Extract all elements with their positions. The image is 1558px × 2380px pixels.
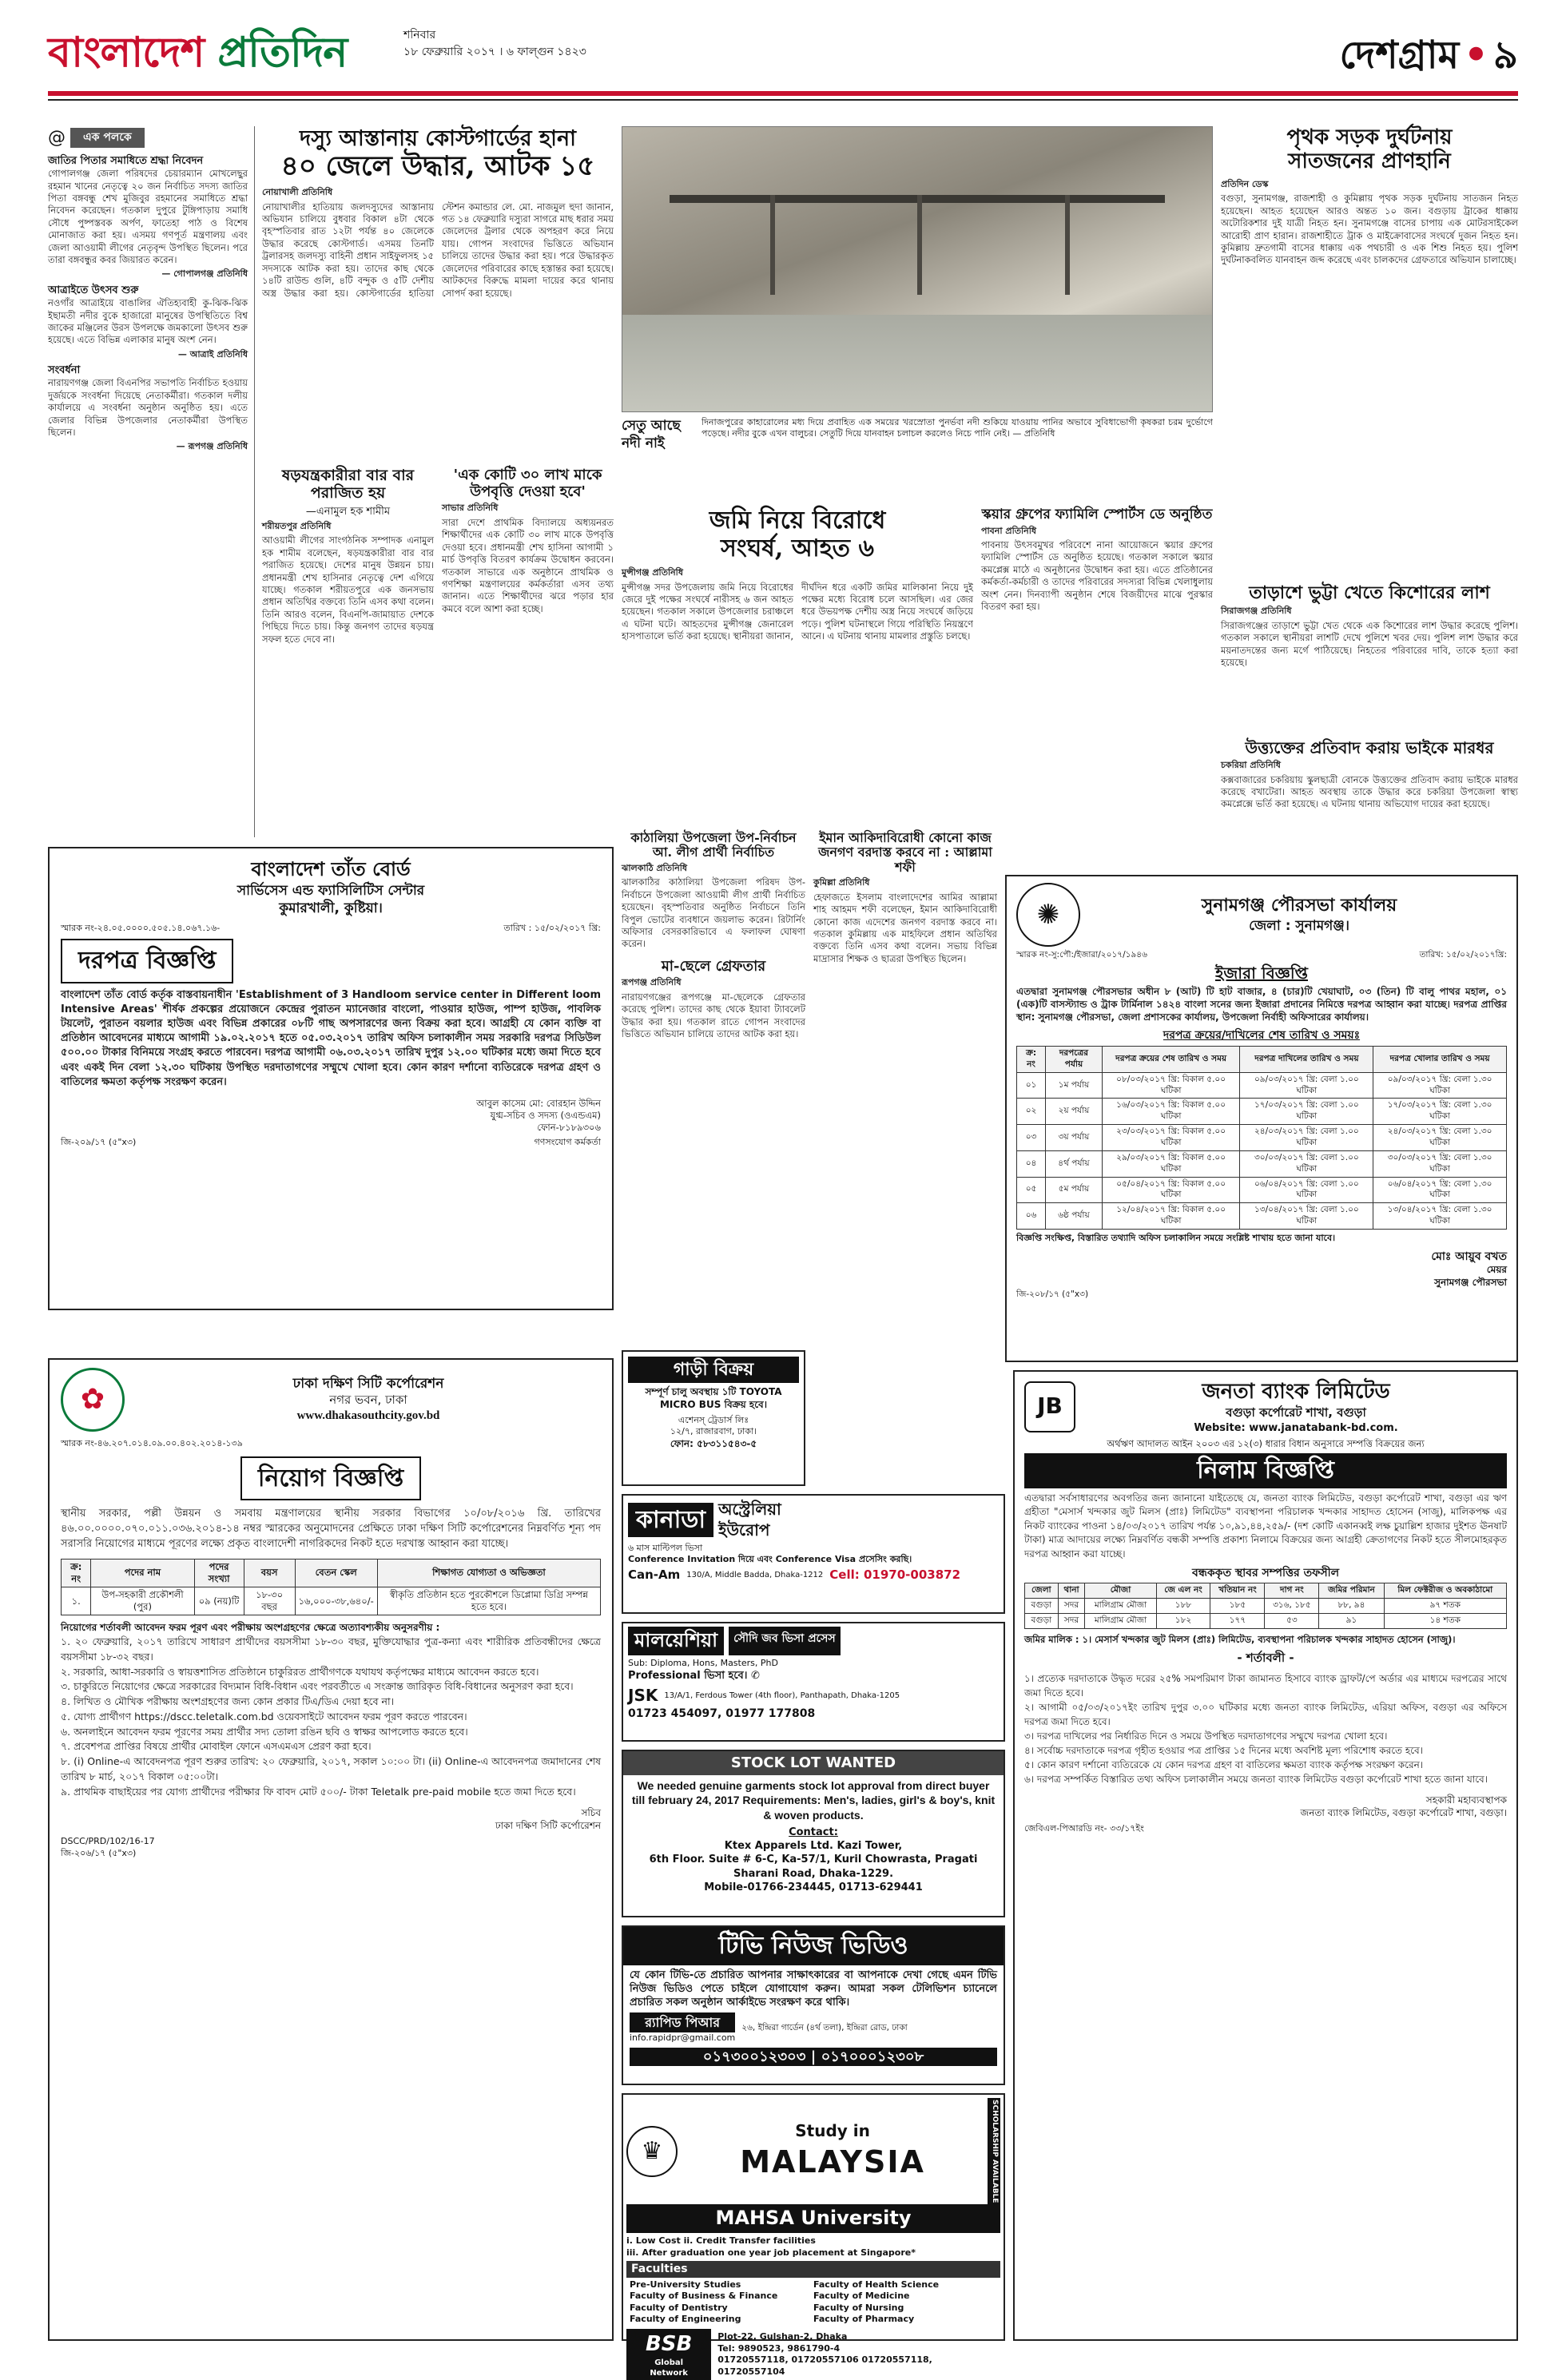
table-cell: ১৮-৩০ বছর <box>244 1587 295 1615</box>
brief-body-1: গোপালগঞ্জ জেলা পরিষদের চেয়ারম্যান মোখলেছুর রহমান খানের নেতৃত্বে ২০ জন নির্বাচিত সদস্য জাতির পিতা বঙ্গবন্ধু শেখ মুজিবুর রহমানের সমাধিতে শ্রদ্ধা নিবেদন করেছেন। গতকাল দুপুরে টুঙ্গিপাড়ায় সমাধি সৌধে পুষ্পস্তবক অর্পণ, ফাতেহা পাঠ ও বিশেষ মোনাজাত করা হয়। এসময় গণপূর্ত মন্ত্রণালয় এবং জেলা আওয়ামী লীগের নেতৃবৃন্দ উপস্থিত ছিলেন। পরে তারা বঙ্গবন্ধুর কবর জিয়ারত করেন। <box>48 168 248 266</box>
mahsa-faculties-title: Faculties <box>626 2261 1000 2277</box>
janata-signer-org: জনতা ব্যাংক লিমিটেড, বগুড়া কর্পোরেট শাখা, বগুড়া। <box>1300 1806 1507 1818</box>
rapid-pr-address: ২৬, ইন্দ্রিরা গার্ডেন (৪র্থ তলা), ইন্দ্রিরা রোড, ঢাকা <box>741 2022 908 2032</box>
dscc-condition: ৬. অনলাইনে আবেদন ফরম পূরণের সময় প্রার্থীর সদ্য তোলা রঙিন ছবি ও স্বাক্ষর আপলোড করতে হবে। <box>61 1725 468 1738</box>
dscc-website[interactable]: www.dhakasouthcity.gov.bd <box>296 1409 440 1423</box>
section-title <box>1340 30 1518 81</box>
date-label: ১৮ ফেব্রুয়ারি ২০১৭ । ৬ ফাল্গুন ১৪২৩ <box>403 46 586 58</box>
table-header: দরপত্র ক্রয়ের শেষ তারিখ ও সময় <box>1102 1046 1240 1072</box>
canada-visa-line: ৬ মাস মাল্টিপল ভিসা <box>628 1542 703 1553</box>
table-cell: ৫ম পর্যায় <box>1046 1177 1103 1203</box>
table-header: ক্র: নং <box>62 1559 91 1587</box>
tv-news-title: টিভি নিউজ ভিডিও <box>623 1927 1004 1965</box>
table-header: জেলা <box>1025 1583 1059 1599</box>
janata-subtitle: অর্থঋণ আদালত আইন ২০০৩ এর ১২(৩) ধারার বিধান অনুসারে সম্পত্তি বিক্রয়ের জন্য <box>1107 1438 1425 1450</box>
table-header: দরপত্র দাখিলের তারিখ ও সময় <box>1240 1046 1373 1072</box>
bsb-brand-sub: Global Network <box>650 2358 688 2378</box>
stock-contact-label: Contact: <box>789 1826 838 1839</box>
malaysia-sub: Sub: Diploma, Hons, Masters, PhD <box>628 1657 778 1668</box>
car-sale-body: সম্পূর্ণ চালু অবস্থায় ১টি TOYOTA MICRO BUS বিক্রয় হবে। <box>645 1386 782 1410</box>
table-cell: ৯৭ শতক <box>1384 1599 1506 1614</box>
sunamganj-signer-title: মেয়র <box>1486 1263 1507 1275</box>
story-tarash <box>1221 583 1518 735</box>
rapid-pr-brand: র‍্যাপিড পিআর <box>630 2012 735 2032</box>
table-cell: ১. <box>62 1587 91 1615</box>
janata-bank-name: জনতা ব্যাংক লিমিটেড <box>1202 1380 1390 1404</box>
dateline <box>403 27 586 61</box>
masthead-rule-thin <box>48 99 1518 101</box>
jsk-phone: 01723 454097, 01977 177808 <box>628 1707 816 1720</box>
bridge-pier <box>770 195 775 295</box>
story-stipend-body: সারা দেশে প্রাথমিক বিদ্যালয়ে অধ্যয়নরত শিক্ষার্থীদের এক কোটি ৩০ লাখ মাকে উপবৃত্তি দেওয়া হবে। প্রধানমন্ত্রী শেখ হাসিনা আগামী ১ মার্চ উপবৃত্তি বিতরণ কার্যক্রম উদ্বোধন করবেন। গতকাল সাভারে এক অনুষ্ঠানে প্রাথমিক ও গণশিক্ষা মন্ত্রণালয়ের কর্মকর্তারা এসব তথ্য জানান। এতে শিক্ষার্থীদের ঝরে পড়ার হার কমবে বলে আশা করা হচ্ছে। <box>442 516 614 614</box>
table-cell: ০৯/০৩/২০১৭ খ্রি: বেলা ১.০০ ঘটিকা <box>1240 1072 1373 1099</box>
rapid-pr-phones: ০১৭৩০০১২৩০৩ | ০১৭০০০১২৩০৮ <box>630 2048 997 2067</box>
sunamganj-schedule-table <box>1016 1046 1507 1230</box>
table-cell: মালিগ্রাম মৌজা <box>1085 1614 1156 1629</box>
story-road-accidents <box>1221 126 1518 578</box>
mahsa-scholarship-badge: SCHOLARSHIP AVAILABLE <box>988 2098 1000 2204</box>
janata-code: জেবিএল-পিআরডি নং- ৩৩/১৭ইং <box>1024 1822 1144 1834</box>
table-cell: ০৫/০৪/২০১৭ খ্রি: বিকাল ৫.০০ ঘটিকা <box>1102 1177 1240 1203</box>
tant-center: সার্ভিসেস এন্ড ফ্যাসিলিটিস সেন্টার <box>236 882 425 899</box>
story-land-headline-1[interactable]: জমি নিয়ে বিরোধে <box>709 507 886 534</box>
dscc-signer-org: ঢাকা দক্ষিণ সিটি কর্পোরেশন <box>495 1820 601 1832</box>
table-header: থানা <box>1058 1583 1085 1599</box>
table-cell: ৯১ <box>1319 1614 1384 1629</box>
story-arrest-body: নারায়ণগঞ্জের রূপগঞ্জে মা-ছেলেকে গ্রেফতার করেছে পুলিশ। তাদের কাছ থেকে ইয়াবা ট্যাবলেট উদ্ধার করা হয়। গতকাল রাতে গোপন সংবাদের ভিত্তিতে অভিযান চালিয়ে তাদের আটক করা হয়। <box>622 991 805 1040</box>
table-cell: সদর <box>1058 1614 1085 1629</box>
bsb-brand: BSB <box>645 2331 693 2356</box>
spiral-icon: @ <box>48 128 66 148</box>
table-cell: বগুড়া <box>1025 1614 1059 1629</box>
malaysia-note: Professional ভিসা হবে। ✆ <box>628 1670 760 1683</box>
column-rule <box>254 126 255 837</box>
table-row <box>62 1587 601 1615</box>
story-land-body: মুন্সীগঞ্জ সদর উপজেলায় জমি নিয়ে বিরোধের জেরে দুই পক্ষের সংঘর্ষে নারীসহ ৬ জন আহত হয়েছেন। গতকাল সকালে উপজেলার চরাঞ্চলে এ ঘটনা ঘটে। আহতদের মুন্সীগঞ্জ জেনারেল হাসপাতালে ভর্তি করা হয়েছে। স্থানীয়রা জানান, দীর্ঘদিন ধরে একটি জমির মালিকানা নিয়ে দুই পক্ষের মধ্যে বিরোধ চলে আসছিল। এর জের ধরে উভয়পক্ষ দেশীয় অস্ত্র নিয়ে সংঘর্ষে জড়িয়ে পড়ে। পুলিশ ঘটনাস্থলে গিয়ে পরিস্থিতি নিয়ন্ত্রণে আনে। এ ঘটনায় থানায় মামলার প্রস্তুতি চলছে। <box>622 581 973 642</box>
dscc-code-2: জি-২০৬/১৭ (৫"x৩) <box>61 1847 137 1858</box>
mahsa-faculty: Faculty of Pharmacy <box>813 2314 915 2325</box>
sunamganj-table-title: দরপত্র ক্রয়ের/দাখিলের শেষ তারিখ ও সময়ঃ <box>1163 1029 1361 1043</box>
story-road-headline-1[interactable]: পৃথক সড়ক দুর্ঘটনায় <box>1286 125 1453 149</box>
story-coastguard <box>262 126 614 462</box>
table-cell: ১৩/০৪/২০১৭ খ্রি: বেলা ১.৩০ ঘটিকা <box>1373 1203 1507 1230</box>
brief-body-2: নওগাঁর আত্রাইয়ে বাঙালির ঐতিহ্যবাহী কু-ঝিক-ঝিক ইছামতী নদীর বুকে হাজারো মানুষের উপস্থিতিতে বিশ্ব জাকের মঞ্জিলের উরস উপলক্ষে জমকালো উৎসব শুরু হয়েছে। এতে বিভিন্ন এলাকার মানুষ অংশ নেন। <box>48 297 248 346</box>
sunamganj-signer: মোঃ আয়ুব বখত <box>1431 1250 1507 1263</box>
photo-caption-title: সেতু আছে নদী নাই <box>622 418 681 452</box>
table-header: খতিয়ান নং <box>1210 1583 1265 1599</box>
table-cell: ০১ <box>1017 1072 1046 1099</box>
canada-label: কানাডা <box>628 1503 713 1538</box>
tant-phone: ফোন-৮১৮৯৩০৬ <box>537 1122 601 1134</box>
table-cell: ২৩/০৩/২০১৭ খ্রি: বিকাল ৫.০০ ঘটিকা <box>1102 1125 1240 1151</box>
stock-body: We needed genuine garments stock lot approval from direct buyer till february 24, 2017 Requirements: Men's, ladies, girl's & boy's, knit & woven products. <box>631 1778 996 1822</box>
tant-title: দরপত্র বিজ্ঞপ্তি <box>61 939 233 983</box>
mahsa-study-in: Study in <box>795 2121 870 2141</box>
dscc-conditions-title: নিয়োগের শর্তাবলী আবেদন ফরম পূরণ এবং পরীক্ষায় অংশগ্রহণের ক্ষেত্রে অত্যাবশ্যকীয় অনুসরণীয় : <box>61 1622 440 1634</box>
dscc-ref: স্মারক নং-৪৬.২০৭.০১৪.০৯.০০.৪০২.২০১৪-১৩৯ <box>61 1438 243 1448</box>
janata-branch: বগুড়া কর্পোরেট শাখা, বগুড়া <box>1226 1405 1366 1420</box>
bridge-pier <box>1065 195 1070 295</box>
janata-body: এতদ্বারা সর্বসাধারণের অবগতির জন্য জানানো যাইতেছে যে, জনতা ব্যাংক লিমিটেড, বগুড়া কর্পোরেট শাখা, বগুড়া এর ঋণ গ্রহীতা "মেসার্স খন্দকার জুট মিলস (প্রাঃ) লিমিটেড" ব্যবস্থাপনা পরিচালক খন্দকার সাহাদত হোসেন (সাজু), মালিকপক্ষ এর নিকট ব্যাংকের পাওনা ১৪/০৩/২০১৭ তারিখ পর্যন্ত ১০,৯১,৪৪,২৫৯/- (দশ কোটি একানব্বই লক্ষ চুয়াল্লিশ হাজার দুইশত ঊনষাট টাকা) মাত্র আদায়ের লক্ষ্যে নিম্নবর্ণিত বন্ধকী সম্পত্তি প্রকাশ্য নিলামে বিক্রয়ের জন্য আগ্রহী ক্রেতাগণের নিকট হতে সীলমোহরকৃত দরপত্র আহ্বান করা যাচ্ছে। <box>1024 1492 1507 1560</box>
table-cell: ১৩/০৪/২০১৭ খ্রি: বেলা ১.০০ ঘটিকা <box>1240 1203 1373 1230</box>
tant-date: তারিখ : ১৫/০২/২০১৭ খ্রি: <box>503 922 601 933</box>
mahsa-crest-icon: ♛ <box>626 2126 678 2177</box>
story-shafi-byline: কুমিল্লা প্রতিনিধি <box>813 877 870 888</box>
ad-canada-visa[interactable] <box>622 1494 1005 1614</box>
dscc-code-1: DSCC/PRD/102/16-17 <box>61 1836 155 1847</box>
janata-website[interactable]: Website: www.janatabank-bd.com. <box>1194 1422 1398 1435</box>
dscc-condition: ৫. যোগ্য প্রার্থীগণ https://dscc.teletalk.com.bd ওয়েবসাইটে আবেদন ফরম পূরণ করতে পারবেন। <box>61 1710 467 1722</box>
day-label: শনিবার <box>403 29 436 42</box>
janata-signer: সহকারী মহাব্যবস্থাপক <box>1425 1794 1507 1806</box>
sunamganj-date: তারিখ: ১৫/০২/২০১৭খ্রি: <box>1419 950 1507 960</box>
canada-conference-line: Conference Invitation দিয়ে এবং Conference Visa প্রসেসিং করছি। <box>628 1554 912 1565</box>
sunamganj-code: জি-২০৮/১৭ (৫"x৩) <box>1016 1289 1089 1299</box>
canam-address: 130/A, Middle Badda, Dhaka-1212 <box>686 1571 824 1580</box>
table-header: জমির পরিমান <box>1319 1583 1384 1599</box>
tant-body: বাংলাদেশ তাঁত বোর্ড কর্তৃক বাস্তবায়নাধীন 'Establishment of 3 Handloom service center in Different loom Intensive Areas' শীর্ষক প্রকল্পের প্রয়োজনে কেন্দ্রের পুরাতন ম্যানেজার বাংলো, পাওয়ার হাউজ, পাম্প হাউজ, পাবলিক টয়লেট, পুরাতন বয়লার হাউজ এবং বিভিন্ন প্রকারের ০৮টি গাছ অপসারণের জন্য বিক্রয় করা হবে। আগ্রহী যে কোন ব্যক্তি বা প্রতিষ্ঠান আবেদনের মাধ্যমে আগামী ১৯.০২.২০১৭ হতে ০৫.০৩.২০১৭ তারিখ অফিস চলাকালীন সময় সরকারি দরপত্র সিডিউল ৫০০.০০ টাকার বিনিময়ে সংগ্রহ করতে পারবেন। দরপত্র আগামী ০৬.০৩.২০১৭ তারিখ দুপুর ১২.০০ ঘটিকার মধ্যে জমা দিতে হবে এবং একই দিন বেলা ১২.৩০ ঘটিকায় উপস্থিত দরদাতাগণের সম্মুখে খোলা হবে। কোন কারণ দর্শানো ব্যতিরেকে দরপত্র গ্রহণ ও বাতিলের ক্ষমতা কর্তৃপক্ষ সংরক্ষণ করেন। <box>61 988 601 1088</box>
photo-caption: দিনাজপুরের কাহারোলের মধ্য দিয়ে প্রবাহিত এক সময়ের খরস্রোতা পুনর্ভবা নদী শুকিয়ে যাওয়ায় পানির অভাবে সুবিধাভোগী কৃষকরা চরম দুর্ভোগে পড়েছে। নদীর বুকে এখন বালুচর। সেতুটি দিয়ে যানবাহন চলাচল করলেও নিচে পানি নেই। — প্রতিনিধি <box>701 417 1213 439</box>
table-cell: ০৪ <box>1017 1150 1046 1177</box>
table-header: শিক্ষাগত যোগ্যতা ও অভিজ্ঞতা <box>377 1559 600 1587</box>
bullet-icon: • <box>1464 33 1488 77</box>
ad-car-sale[interactable] <box>622 1350 805 1486</box>
table-cell: উপ-সহকারী প্রকৌশলী (পুর) <box>91 1587 194 1615</box>
table-cell: মালিগ্রাম মৌজা <box>1085 1599 1156 1614</box>
janata-title: নিলাম বিজ্ঞপ্তি <box>1024 1453 1507 1488</box>
tant-org: বাংলাদেশ তাঁত বোর্ড <box>251 857 411 880</box>
brief-byline-2: — আত্রাই প্রতিনিধি <box>177 348 248 360</box>
table-header: বেতন স্কেল <box>295 1559 377 1587</box>
story-tarash-byline: সিরাজগঞ্জ প্রতিনিধি <box>1221 606 1292 617</box>
brief-byline-1: — গোপালগঞ্জ প্রতিনিধি <box>161 268 248 280</box>
story-square-headline[interactable]: স্কয়ার গ্রুপের ফ্যামিলি স্পোর্টস ডে অনুষ্ঠিত <box>981 507 1213 522</box>
tv-news-body: যে কোন টিভি-তে প্রচারিত আপনার সাক্ষাৎকারের বা আপনাকে দেখা গেছে এমন টিভি নিউজ ভিডিও পেতে চাইলে যোগাযোগ করুন। আমরা সকল টেলিভিশন চ্যানেলে প্রচারিত সকল অনুষ্ঠান আর্কাইভে সংরক্ষণ করে থাকি। <box>630 1969 997 2008</box>
mahsa-uni-name: MAHSA University <box>626 2204 1000 2233</box>
story-coastguard-byline: নোয়াখালী প্রতিনিধি <box>262 187 333 198</box>
tant-signer-title: যুগ্ম-সচিব ও সদস্য (ওএন্ডএম) <box>490 1110 601 1122</box>
table-cell: ৩য় পর্যায় <box>1046 1125 1103 1151</box>
table-header: ক্র: নং <box>1017 1046 1046 1072</box>
tant-ref: স্মারক নং-২৪.০৫.০০০০.৫০৫.১৪.০৬৭.১৬- <box>61 922 221 933</box>
section-label: দেশগ্রাম <box>1339 33 1460 77</box>
ad-stock-lot[interactable] <box>622 1750 1005 1917</box>
table-cell: ১৪ শতক <box>1384 1614 1506 1629</box>
table-row <box>1017 1203 1507 1230</box>
canam-cell: Cell: 01970-003872 <box>829 1567 961 1582</box>
table-cell: ১৭৭ <box>1210 1614 1265 1629</box>
dscc-post-table <box>61 1559 601 1616</box>
story-coastguard-headline-1[interactable]: দস্যু আস্তানায় কোস্টগার্ডের হানা <box>300 126 576 151</box>
sunamganj-note: বিজ্ঞপ্তি সংক্ষিপ্ত, বিস্তারিত তথ্যাদি অফিস চলাকালিন সময়ে সংশ্লিষ্ট শাখায় হতে জানা যাবে। <box>1016 1232 1336 1243</box>
mahsa-faculty: Faculty of Medicine <box>813 2291 910 2302</box>
table-cell: ১২/০৪/২০১৭ খ্রি: বিকাল ৫.০০ ঘটিকা <box>1102 1203 1240 1230</box>
table-cell: ৩০/০৩/২০১৭ খ্রি: বেলা ১.০০ ঘটিকা <box>1240 1150 1373 1177</box>
table-cell: ১৮৫ <box>1210 1599 1265 1614</box>
table-row <box>1025 1599 1507 1614</box>
story-shafi <box>813 831 997 1342</box>
story-chakaria <box>1221 739 1518 867</box>
dscc-logo-icon: ✿ <box>61 1368 125 1432</box>
table-header: পদের নাম <box>91 1559 194 1587</box>
mahsa-faculty: Faculty of Business & Finance <box>630 2291 778 2302</box>
table-cell: ২য় পর্যায় <box>1046 1099 1103 1125</box>
table-cell: ১৬,০০০-৩৮,৬৪০/- <box>295 1587 377 1615</box>
mahsa-point-2: iii. After graduation one year job placement at Singapore* <box>626 2247 916 2258</box>
brief-title-1[interactable]: জাতির পিতার সমাধিতে শ্রদ্ধা নিবেদন <box>48 155 204 168</box>
janata-terms-title: - শর্তাবলী - <box>1237 1651 1294 1666</box>
janata-term: ৬। দরপত্র সম্পর্কিত বিস্তারিত তথ্য অফিস চলাকালীন সময়ে জনতা ব্যাংক লিমিটেড বগুড়া কর্পোরেট শাখা হতে জানা যাবে। <box>1024 1774 1488 1785</box>
janata-terms-list <box>1024 1671 1507 1786</box>
table-cell: ০৬ <box>1017 1203 1046 1230</box>
jsk-brand: JSK <box>628 1686 658 1706</box>
ad-janata-bank-auction[interactable] <box>1013 1370 1518 2341</box>
tant-signer: আবুল কাসেম মো: বোরহান উদ্দিন <box>476 1097 601 1109</box>
table-header: দাগ নং <box>1265 1583 1319 1599</box>
bsb-tel: Tel: 9890523, 9861790-4 <box>717 2342 841 2354</box>
table-row <box>1025 1614 1507 1629</box>
dscc-signer: সচিব <box>581 1807 601 1819</box>
sunamganj-org: সুনামগঞ্জ পৌরসভা কার্যালয় <box>1201 896 1397 916</box>
logo-accent: প্রতিদিন <box>217 28 348 77</box>
ek-nojor-column <box>48 126 248 837</box>
table-cell: ৪র্থ পর্যায় <box>1046 1150 1103 1177</box>
sunamganj-ref: স্মারক নং-সু:পৌ:/ইজারা/২০১৭/১৯৪৬ <box>1016 950 1147 960</box>
sunamganj-body: এতদ্বারা সুনামগঞ্জ পৌরসভার অধীন ৮ (আট) টি হাট বাজার, ৪ (চার)টি খেয়াঘাট, ০৩ (তিন) টি বালু পাথর মহাল, ০১ (এক)টি বাসস্ট্যান্ড ও ট্রাক টার্মিনাল ১৪২৪ বাংলা সনের জন্য ইজারা প্রদানের নিমিত্তে দরপত্র আহ্বান করা যাচ্ছে। দরপত্র প্রাপ্তির স্থান: সুনামগঞ্জ পৌরসভা, জেলা প্রশাসকের কার্যালয়, উপজেলা নির্বাহী অফিসারের কার্যালয়। <box>1016 986 1507 1023</box>
table-cell: স্বীকৃতি প্রতিষ্ঠান হতে পুরকৌশলে ডিপ্লোমা ডিগ্রি সম্পন্ন হতে হবে। <box>377 1587 600 1615</box>
mahsa-country: MALAYSIA <box>740 2144 925 2179</box>
janata-property-table <box>1024 1583 1507 1629</box>
brief-title-2[interactable]: আত্রাইতে উৎসব শুরু <box>48 284 139 296</box>
story-coastguard-body: নোয়াখালীর হাতিয়ায় জলদস্যুদের আস্তানায় অভিযান চালিয়ে বুধবার বিকাল ৪টা থেকে বৃহস্পতিবার রাত ১২টা পর্যন্ত ৪০ জেলেকে উদ্ধার করেছে কোস্টগার্ড। এসময় তিনটি ট্রলারসহ জলদস্যু বাহিনী প্রধান সাইফুলসহ ১৫ সদস্যকে আটক করা হয়। তাদের কাছ থেকে ১৪টি রাউন্ড গুলি, ৪টি বন্দুক ও ৫টি দেশীয় অস্ত্র উদ্ধার করা হয়। কোস্টগার্ডের হাতিয়া স্টেশন কমান্ডার লে. মো. নাজমুল হুদা জানান, গত ১৪ ফেব্রুয়ারি দস্যুরা সাগরে মাছ ধরার সময় জেলেদের ট্রলার থেকে অপহরণ করে নিয়ে যায়। গোপন সংবাদের ভিত্তিতে অভিযান চালিয়ে তাদের উদ্ধার করা হয়। পরে উদ্ধারকৃত জেলেদের পরিবারের কাছে হস্তান্তর করা হয়েছে। আটকদের বিরুদ্ধে মামলা দায়ের করে থানায় সোপর্দ করা হয়েছে। <box>262 201 614 299</box>
canam-brand: Can-Am <box>628 1567 681 1582</box>
table-cell: ৫৩ <box>1265 1614 1319 1629</box>
story-kathalia <box>622 831 805 1342</box>
logo-main: বাংলাদেশ <box>48 28 218 77</box>
car-sale-company: এশেনস্ ট্রেডার্স লিঃ <box>678 1414 749 1425</box>
table-header: মৌজা <box>1085 1583 1156 1599</box>
brief-byline-3: — রূপগঞ্জ প্রতিনিধি <box>176 441 248 452</box>
table-cell: ০৯/০৩/২০১৭ খ্রি: বেলা ১.৩০ ঘটিকা <box>1373 1072 1507 1099</box>
story-shafi-headline[interactable]: ইমান আকিদাবিরোধী কোনো কাজ জনগণ বরদাস্ত করবে না : আল্লামা শফী <box>818 830 992 875</box>
table-cell: ৩০/০৩/২০১৭ খ্রি: বেলা ১.৩০ ঘটিকা <box>1373 1150 1507 1177</box>
dscc-condition: ২. সরকারি, আধা-সরকারি ও স্বায়ত্তশাসিত প্রতিষ্ঠানে চাকুরিরত প্রার্থীগণকে যথাযথ কর্তৃপক্ষের মাধ্যমে আবেদন করতে হবে। <box>61 1665 539 1678</box>
brief-body-3: নারায়ণগঞ্জ জেলা বিএনপির সভাপতি নির্বাচিত হওয়ায় দুর্জয়কে সংবর্ধনা দিয়েছে নেতাকর্মীরা। গতকাল দলীয় কার্যালয়ে এ সংবর্ধনা অনুষ্ঠান অনুষ্ঠিত হয়। এতে জেলার বিভিন্ন উপজেলার নেতাকর্মীরা উপস্থিত ছিলেন। <box>48 377 248 439</box>
table-cell: ৮৮, ৯৪ <box>1319 1599 1384 1614</box>
table-row <box>1017 1177 1507 1203</box>
table-row <box>1017 1072 1507 1099</box>
car-sale-title: গাড়ী বিক্রয় <box>628 1357 799 1383</box>
table-header: পদের সংখ্যা <box>194 1559 244 1587</box>
table-cell: ২৪/০৩/২০১৭ খ্রি: বেলা ১.৩০ ঘটিকা <box>1373 1125 1507 1151</box>
sunamganj-title: ইজারা বিজ্ঞপ্তি <box>1214 963 1308 983</box>
dscc-intro: স্থানীয় সরকার, পল্লী উন্নয়ন ও সমবায় মন্ত্রণালয়ের স্থানীয় সরকার বিভাগের ১০/০৮/২০১৬ খ্রি. তারিখের ৪৬.০০.০০০০.০৭০.০১১.০৩৬.২০১৪-১৪ নম্বর স্মারকের অনুমোদনের প্রেক্ষিতে ঢাকা দক্ষিণ সিটি কর্পোরেশনের নিম্নবর্ণিত শূন্য পদ সরাসরি নিয়োগের মাধ্যমে পূরণের লক্ষ্যে প্রকৃত বাংলাদেশী নাগরিকদের নিকট হতে দরখাস্ত আহ্বান করা যাচ্ছে। <box>61 1508 601 1550</box>
bsb-address: Plot-22, Gulshan-2, Dhaka <box>717 2331 848 2342</box>
janata-term: ৫। কোন কারণ দর্শানো ব্যতিরেকে যে কোন দরপত্র গ্রহণ বা বাতিলের ক্ষমতা ব্যাংক কর্তৃপক্ষ সংরক্ষণ করেন। <box>1024 1759 1424 1770</box>
dscc-condition: ৮. (i) Online-এ আবেদনপত্র পূরণ শুরুর তারিখ: ২০ ফেব্রুয়ারি, ২০১৭, সকাল ১০:০০ টা। (ii) Online-এ আবেদনপত্র জমাদানের শেষ তারিখ ৮ মার্চ, ২০১৭ বিকাল ০৫:০০টা। <box>61 1755 601 1782</box>
story-square-byline: পাবনা প্রতিনিধি <box>981 525 1037 536</box>
photo-block <box>622 126 1213 502</box>
page-number: ৯ <box>1492 33 1518 77</box>
janata-bank-logo-icon: JB <box>1024 1381 1075 1432</box>
ad-dscc-recruitment[interactable] <box>48 1358 614 2341</box>
janata-term: ৩। দরপত্র দাখিলের পর নির্ধারিত দিনে ও সময়ে উপস্থিত দরদাতাগণের সম্মুখে দরপত্র খোলা হবে। <box>1024 1730 1388 1742</box>
dscc-title: নিয়োগ বিজ্ঞপ্তি <box>240 1456 421 1501</box>
sunamganj-district: জেলা : সুনামগঞ্জ। <box>1249 918 1349 935</box>
dscc-condition: ১. ২০ ফেব্রুয়ারি, ২০১৭ তারিখে সাধারণ প্রার্থীদের বয়সসীমা ১৮-৩০ বছর, মুক্তিযোদ্ধার পুত্র-কন্যা এবং শারীরিক প্রতিবন্ধীদের ক্ষেত্রে বয়সসীমা ১৮-৩২ বছর। <box>61 1635 601 1663</box>
riverbed <box>622 315 1212 411</box>
story-shafi-body: হেফাজতে ইসলাম বাংলাদেশের আমির আল্লামা শাহ আহমদ শফী বলেছেন, ইমান আকিদাবিরোধী কোনো কাজ এদেশের জনগণ বরদাস্ত করবে না। গতকাল কুমিল্লায় এক মাহফিলে প্রধান অতিথির বক্তব্যে তিনি এসব কথা বলেন। সভায় বিভিন্ন মাদ্রাসার শিক্ষক ও ছাত্ররা উপস্থিত ছিলেন। <box>813 891 997 964</box>
table-cell: বগুড়া <box>1025 1599 1059 1614</box>
dscc-building: নগর ভবন, ঢাকা <box>329 1393 407 1408</box>
stock-address: 6th Floor. Suite # 6-C, Ka-57/1, Kuril Chowrasta, Pragati Sharani Road, Dhaka-1229. <box>649 1854 978 1880</box>
table-cell: ২৪/০৩/২০১৭ খ্রি: বেলা ১.০০ ঘটিকা <box>1240 1125 1373 1151</box>
mahsa-faculty: Faculty of Health Science <box>813 2279 940 2290</box>
masthead-rule <box>48 91 1518 96</box>
story-land-dispute <box>622 507 973 827</box>
story-road-body: বগুড়া, সুনামগঞ্জ, রাজশাহী ও কুমিল্লায় পৃথক সড়ক দুর্ঘটনায় সাতজন নিহত হয়েছেন। আহত হয়েছেন আরও অন্তত ১০ জন। বগুড়ায় ট্রাকের ধাক্কায় অটোরিকশার দুই যাত্রী নিহত হন। সুনামগঞ্জে বাসের চাপায় এক মোটরসাইকেল আরোহী প্রাণ হারান। রাজশাহীতে ট্রাক ও মাইক্রোবাসের সংঘর্ষে দুজন নিহত হন। কুমিল্লায় দ্রুতগামী বাসের ধাক্কায় এক পথচারী ও এক শিশু নিহত হয়। পুলিশ দুর্ঘটনাকবলিত যানবাহন জব্দ করেছে এবং চালকদের গ্রেফতারে অভিযান চালাচ্ছে। <box>1221 193 1518 266</box>
janata-term: ২। আগামী ০৫/০৩/২০১৭ইং তারিখ দুপুর ৩.০০ ঘটিকার মধ্যে জনতা ব্যাংক লিমিটেড, এরিয়া অফিস, বগুড়া এর অফিসে দরপত্র জমা দিতে হবে। <box>1024 1702 1507 1727</box>
story-shamim-headline[interactable]: ষড়যন্ত্রকারীরা বার বার পরাজিত হয় <box>281 467 415 502</box>
river-bridge-photo[interactable] <box>622 126 1213 412</box>
dscc-conditions-list <box>61 1635 601 1799</box>
table-cell: ০৫ <box>1017 1177 1046 1203</box>
saudi-job-visa: সৌদি জব ভিসা প্রসেস <box>729 1627 841 1655</box>
ad-mahsa-university[interactable] <box>622 2093 1005 2378</box>
paurashava-seal-icon: ✺ <box>1016 883 1080 947</box>
ad-tant-board[interactable] <box>48 847 614 1310</box>
story-shamim-sub: —এনামুল হক শামীম <box>305 505 391 518</box>
story-square-body: পাবনায় উৎসবমুখর পরিবেশে নানা আয়োজনে স্কয়ার গ্রুপের ফ্যামিলি স্পোর্টস ডে অনুষ্ঠিত হয়েছে। গতকাল সকালে স্কয়ার কমপ্লেক্স মাঠে এ অনুষ্ঠানের উদ্বোধন করা হয়। এতে প্রতিষ্ঠানের কর্মকর্তা-কর্মচারী ও তাদের পরিবারের সদস্যরা বিভিন্ন খেলাধুলায় অংশ নেন। দিনব্যাপী অনুষ্ঠান শেষে বিজয়ীদের মাঝে পুরস্কার বিতরণ করা হয়। <box>981 539 1213 613</box>
story-tarash-body: সিরাজগঞ্জের তাড়াশে ভুট্টা খেত থেকে এক কিশোরের লাশ উদ্ধার করেছে পুলিশ। গতকাল সকালে স্থানীয়রা লাশটি দেখে পুলিশে খবর দেয়। পুলিশ লাশ উদ্ধার করে ময়নাতদন্তের জন্য মর্গে পাঠিয়েছে। নিহতের পরিবারের দাবি, তাকে হত্যা করা হয়েছে। <box>1221 619 1518 669</box>
dscc-condition: ৭. প্রবেশপত্র প্রাপ্তির বিষয়ে প্রার্থীর মোবাইল ফোনে এসএমএস প্রেরণ করা হবে। <box>61 1740 372 1753</box>
stock-mobile: Mobile-01766-234445, 01713-629441 <box>704 1881 923 1893</box>
dscc-org: ঢাকা দক্ষিণ সিটি কর্পোরেশন <box>292 1375 444 1392</box>
story-arrest-byline: রূপগঞ্জ প্রতিনিধি <box>622 977 682 988</box>
tant-pr-office: গণসংযোগ কর্মকর্তা <box>534 1137 601 1148</box>
story-chakaria-byline: চকরিয়া প্রতিনিধি <box>1221 760 1281 770</box>
story-tarash-headline[interactable]: তাড়াশে ভুট্টা খেতে কিশোরের লাশ <box>1249 582 1490 603</box>
story-arrest-headline[interactable]: মা-ছেলে গ্রেফতার <box>661 957 766 975</box>
story-stipend <box>442 467 614 839</box>
story-land-headline-2[interactable]: সংঘর্ষ, আহত ৬ <box>721 534 874 562</box>
dscc-condition: ৩. চাকুরিতে নিয়োগের ক্ষেত্রে সরকারের বিদ্যমান বিধি-বিধান এবং পরবর্তীতে এ সংক্রান্ত জারিকৃত বিধি-বিধানের অনুসরণ করা হবে। <box>61 1680 574 1693</box>
story-shamim-byline: শরীয়তপুর প্রতিনিধি <box>262 520 332 531</box>
story-kathalia-byline: ঝালকাঠি প্রতিনিধি <box>622 862 688 873</box>
table-cell: সদর <box>1058 1599 1085 1614</box>
table-header: জে এল নং <box>1156 1583 1210 1599</box>
table-cell: ০৬/০৪/২০১৭ খ্রি: বেলা ১.৩০ ঘটিকা <box>1373 1177 1507 1203</box>
story-land-byline: মুন্সীগঞ্জ প্রতিনিধি <box>622 567 683 578</box>
jsk-address: 13/A/1, Ferdous Tower (4th floor), Panthapath, Dhaka-1205 <box>664 1691 900 1700</box>
table-header: বয়স <box>244 1559 295 1587</box>
story-road-headline-2[interactable]: সাতজনের প্রাণহানি <box>1288 149 1451 173</box>
sunamganj-signer-org: সুনামগঞ্জ পৌরসভা <box>1434 1276 1507 1288</box>
table-row <box>1017 1099 1507 1125</box>
ad-malaysia[interactable] <box>622 1622 1005 1742</box>
dscc-condition: ৯. প্রাথমিক বাছাইয়ের পর যোগ্য প্রার্থীদের পরীক্ষার ফি বাবদ মোট ৫০০/- টাকা Teletalk pre-paid mobile হতে জমা দিতে হবে। <box>61 1785 576 1798</box>
mahsa-faculty: Faculty of Nursing <box>813 2302 904 2313</box>
story-stipend-byline: সাভার প্রতিনিধি <box>442 503 499 514</box>
car-sale-phone: ফোন: ৫৮৩১১৫৪৩-৫ <box>670 1437 757 1449</box>
car-sale-address: ১২/৭, রাজারবাগ, ঢাকা। <box>670 1426 757 1437</box>
table-cell: ০৮/০৩/২০১৭ খ্রি: বিকাল ৫.০০ ঘটিকা <box>1102 1072 1240 1099</box>
table-cell: ০২ <box>1017 1099 1046 1125</box>
brief-title-3[interactable]: সংবর্ধনা <box>48 364 81 377</box>
stock-header: STOCK LOT WANTED <box>623 1751 1004 1775</box>
story-square <box>981 507 1213 827</box>
ek-nojor-tag: এক পলকে <box>70 128 145 147</box>
table-header: মিল ফেক্টরীজ ও অবকাঠামো <box>1384 1583 1506 1599</box>
europe-label: ইউরোপ <box>718 1520 770 1540</box>
table-row <box>1017 1150 1507 1177</box>
table-row <box>1017 1125 1507 1151</box>
table-header: দরপত্রের পর্যায় <box>1046 1046 1103 1072</box>
story-chakaria-headline[interactable]: উত্ত্যক্তের প্রতিবাদ করায় ভাইকে মারধর <box>1245 738 1494 757</box>
bsb-mobiles: 01720557118, 01720557106 01720557118, 01720557104 <box>717 2354 932 2377</box>
stock-company: Ktex Apparels Ltd. Kazi Tower, <box>724 1840 903 1853</box>
masthead <box>48 11 1518 115</box>
mahsa-faculty: Faculty of Dentistry <box>630 2302 728 2313</box>
newspaper-logo[interactable] <box>48 26 347 81</box>
tant-place: কুমারখালী, কুষ্টিয়া। <box>279 900 383 917</box>
table-cell: ১৭/০৩/২০১৭ খ্রি: বেলা ১.৩০ ঘটিকা <box>1373 1099 1507 1125</box>
table-cell: ০৩ <box>1017 1125 1046 1151</box>
ad-sunamganj-paurashava[interactable] <box>1005 875 1518 1362</box>
bridge-pier <box>917 195 922 295</box>
malaysia-label: মালয়েশিয়া <box>628 1627 724 1655</box>
table-cell: ৩১৬, ১৮৫ <box>1265 1599 1319 1614</box>
story-road-byline: প্রতিদিন ডেস্ক <box>1221 178 1269 189</box>
table-cell: ০৬/০৪/২০১৭ খ্রি: বেলা ১.০০ ঘটিকা <box>1240 1177 1373 1203</box>
ad-tv-news-video[interactable] <box>622 1925 1005 2085</box>
mahsa-faculty: Faculty of Engineering <box>630 2314 741 2325</box>
rapid-pr-email[interactable]: info.rapidpr@gmail.com <box>630 2032 736 2044</box>
table-cell: ১৮৮ <box>1156 1599 1210 1614</box>
story-coastguard-headline-2[interactable]: ৪০ জেলে উদ্ধার, আটক ১৫ <box>280 150 595 183</box>
table-cell: ১৮২ <box>1156 1614 1210 1629</box>
story-kathalia-body: ঝালকাঠির কাঠালিয়া উপজেলা পরিষদ উপ-নির্বাচনে উপজেলা আওয়ামী লীগ প্রার্থী নির্বাচিত হয়েছেন। বৃহস্পতিবার অনুষ্ঠিত নির্বাচনে তিনি বিপুল ভোটের ব্যবধানে জয়লাভ করেন। রিটার্নিং অফিসার বেসরকারিভাবে এ ফলাফল ঘোষণা করেন। <box>622 876 805 950</box>
australia-label: অস্ট্রেলিয়া <box>718 1500 781 1519</box>
story-shamim-body: আওয়ামী লীগের সাংগঠনিক সম্পাদক এনামুল হক শামীম বলেছেন, ষড়যন্ত্রকারীরা বার বার পরাজিত হয়েছে। দেশের মানুষ উন্নয়ন চায়। প্রধানমন্ত্রী শেখ হাসিনার নেতৃত্বে দেশ এগিয়ে যাচ্ছে। গতকাল শরীয়তপুরে এক জনসভায় প্রধান অতিথির বক্তব্যে তিনি এসব কথা বলেন। তিনি আরও বলেন, বিএনপি-জামায়াত দেশকে পিছিয়ে দিতে চায়। কিন্তু জনগণ তাদের ষড়যন্ত্র সফল হতে দেবে না। <box>262 534 434 645</box>
table-cell: ০৯ (নয়)টি <box>194 1587 244 1615</box>
dscc-condition: ৪. লিখিত ও মৌখিক পরীক্ষায় অংশগ্রহণের জন্য কোন প্রকার টিএ/ডিএ দেয়া হবে না। <box>61 1695 395 1708</box>
story-stipend-headline[interactable]: 'এক কোটি ৩০ লাখ মাকে উপবৃত্তি দেওয়া হবে' <box>453 467 602 500</box>
table-header: দরপত্র খোলার তারিখ ও সময় <box>1373 1046 1507 1072</box>
tant-code: জি-২০৯/১৭ (৫"x৩) <box>61 1137 137 1148</box>
janata-term: ৪। সর্বোচ্চ দরদাতাকে দরপত্র গৃহীত হওয়ার পত্র প্রাপ্তির ১৫ দিনের মধ্যে অবশিষ্ট মূল্য পরিশোধ করতে হবে। <box>1024 1745 1423 1756</box>
table-cell: ১ম পর্যায় <box>1046 1072 1103 1099</box>
table-cell: ১৬/০৩/২০১৭ খ্রি: বিকাল ৫.০০ ঘটিকা <box>1102 1099 1240 1125</box>
table-cell: ৬ষ্ঠ পর্যায় <box>1046 1203 1103 1230</box>
story-kathalia-headline[interactable]: কাঠালিয়া উপজেলা উপ-নির্বাচন আ. লীগ প্রার্থী নির্বাচিত <box>630 830 797 860</box>
table-cell: ১৭/০৩/২০১৭ খ্রি: বেলা ১.০০ ঘটিকা <box>1240 1099 1373 1125</box>
story-chakaria-body: কক্সবাজারের চকরিয়ায় স্কুলছাত্রী বোনকে উত্ত্যক্তের প্রতিবাদ করায় ভাইকে মারধর করেছে বখাটেরা। আহত অবস্থায় তাকে উদ্ধার করে চকরিয়া উপজেলা স্বাস্থ্য কমপ্লেক্সে ভর্তি করা হয়েছে। এ ঘটনায় থানায় অভিযোগ দায়ের করা হয়েছে। <box>1221 773 1518 810</box>
table-cell: ২৯/০৩/২০১৭ খ্রি: বিকাল ৫.০০ ঘটিকা <box>1102 1150 1240 1177</box>
janata-owner-note: জমির মালিক : ১। মেসার্স খন্দকার জুট মিলস (প্রাঃ) লিমিটেড, ব্যবস্থাপনা পরিচালক খন্দকার সাহাদত হোসেন (সাজু)। <box>1024 1634 1456 1646</box>
mahsa-point-1: i. Low Cost ii. Credit Transfer facilities <box>626 2235 816 2247</box>
janata-table-title: বন্ধককৃত স্থাবর সম্পত্তির তফসীল <box>1191 1566 1340 1579</box>
story-shamim <box>262 467 434 839</box>
janata-term: ১। প্রত্যেক দরদাতাকে উদ্ধৃত দরের ২৫% সমপরিমাণ টাকা জামানত হিসাবে ব্যাংক ড্রাফট/পে অর্ডার এর মাধ্যমে দরপত্রের সাথে জমা দিতে হবে। <box>1024 1673 1507 1699</box>
mahsa-faculty: Pre-University Studies <box>630 2279 741 2290</box>
